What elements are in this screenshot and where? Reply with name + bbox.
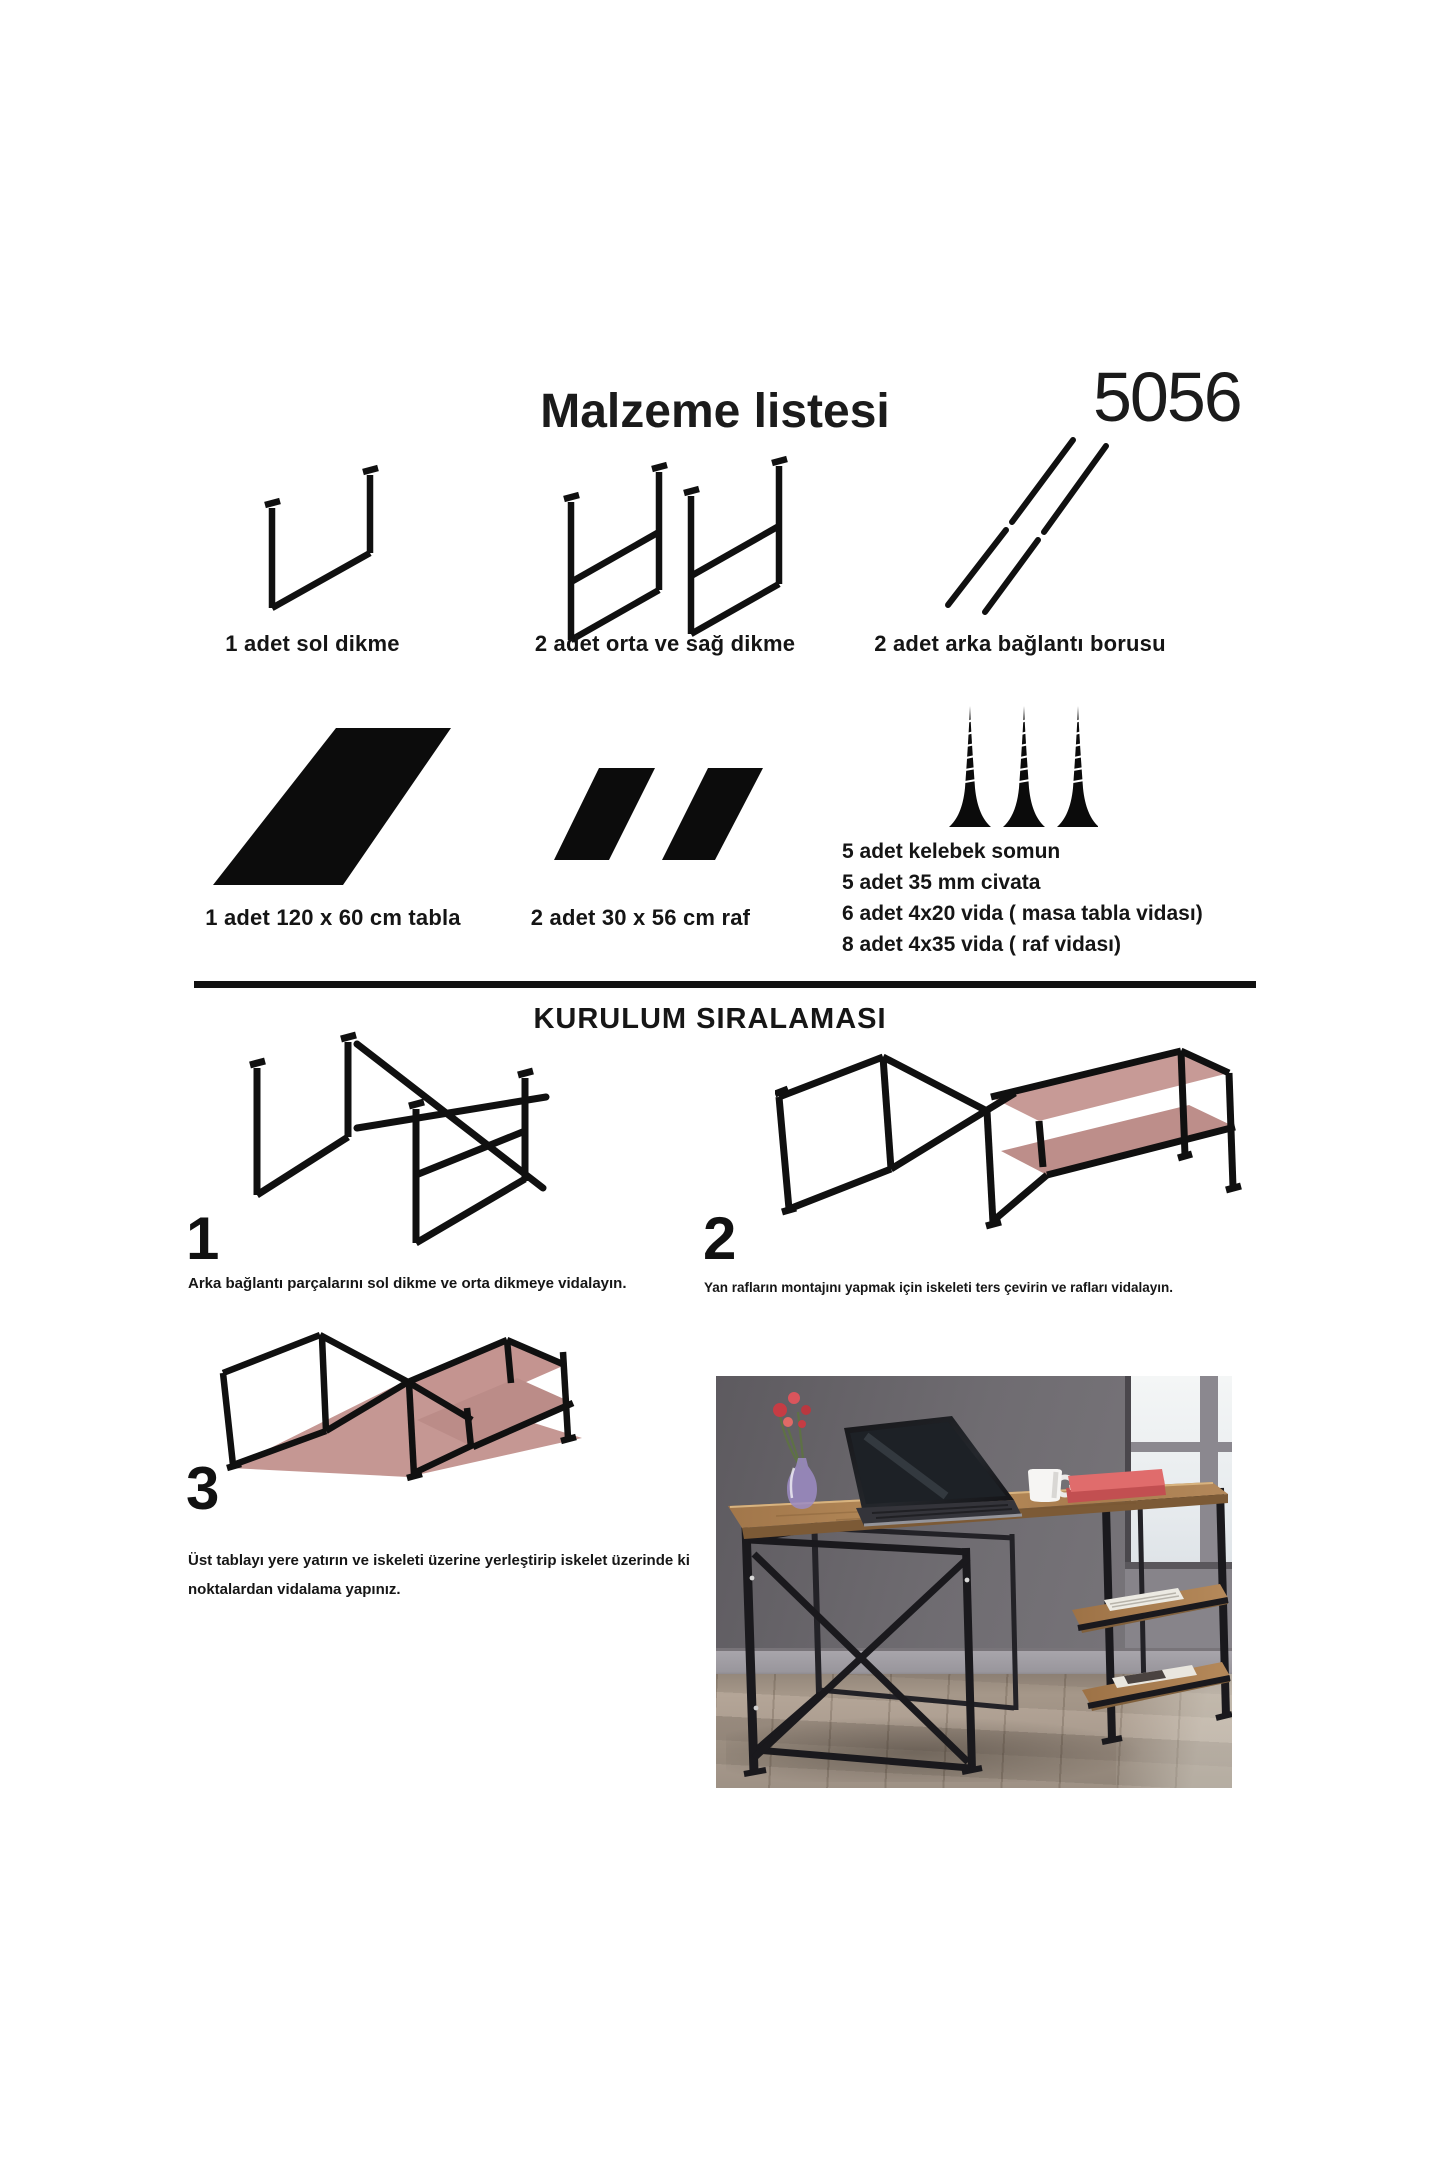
- step-2-text: Yan rafların montajını yapmak için iskeleti ters çevirin ve rafları vidalayın.: [704, 1280, 1173, 1295]
- step-1-number: 1: [186, 1205, 220, 1272]
- vase-flowers: [773, 1392, 817, 1509]
- desk-illustration: [716, 1376, 1232, 1788]
- part-label-raf: 2 adet 30 x 56 cm raf: [530, 905, 751, 930]
- hardware-list: [842, 836, 1272, 960]
- model-number: 5056: [1093, 358, 1241, 436]
- part-label-baglanti-borusu: 2 adet arka bağlantı borusu: [874, 631, 1166, 656]
- laptop: [844, 1416, 1022, 1526]
- step-3-figure: [205, 1325, 635, 1495]
- step-2-figure: [775, 1035, 1275, 1235]
- raf-figure: [545, 756, 780, 868]
- hardware-line: 5 adet kelebek somun: [842, 840, 1061, 863]
- hardware-line: 6 adet 4x20 vida ( masa tabla vidası): [842, 902, 1203, 925]
- part-label-orta-sag-dikme: 2 adet orta ve sağ dikme: [534, 631, 796, 656]
- screws-icon: [948, 700, 1098, 848]
- orta-sag-dikme-figure: [555, 450, 805, 660]
- hardware-line: 8 adet 4x35 vida ( raf vidası): [842, 933, 1121, 956]
- sol-dikme-figure: [250, 460, 400, 625]
- product-photo: [716, 1376, 1232, 1788]
- tabla-figure: [205, 718, 465, 893]
- step-1-figure: [240, 1030, 725, 1250]
- step-1-text: Arka bağlantı parçalarını sol dikme ve orta dikmeye vidalayın.: [188, 1275, 627, 1292]
- step-3-number: 3: [186, 1455, 220, 1522]
- step-3-text: Üst tablayı yere yatırın ve iskeleti üzerine yerleştirip iskelet üzerinde ki noktalardan vidalama yapınız.: [188, 1552, 690, 1598]
- part-label-sol-dikme: 1 adet sol dikme: [225, 631, 400, 656]
- mug: [1028, 1469, 1074, 1502]
- divider: [194, 981, 1256, 988]
- step-2-number: 2: [703, 1205, 737, 1272]
- arka-baglanti-borusu-figure: [928, 420, 1188, 625]
- assembly-heading: KURULUM SIRALAMASI: [533, 1003, 887, 1035]
- hardware-line: 5 adet 35 mm civata: [842, 871, 1041, 894]
- part-label-tabla: 1 adet 120 x 60 cm tabla: [205, 905, 461, 930]
- page-title: Malzeme listesi: [540, 385, 890, 438]
